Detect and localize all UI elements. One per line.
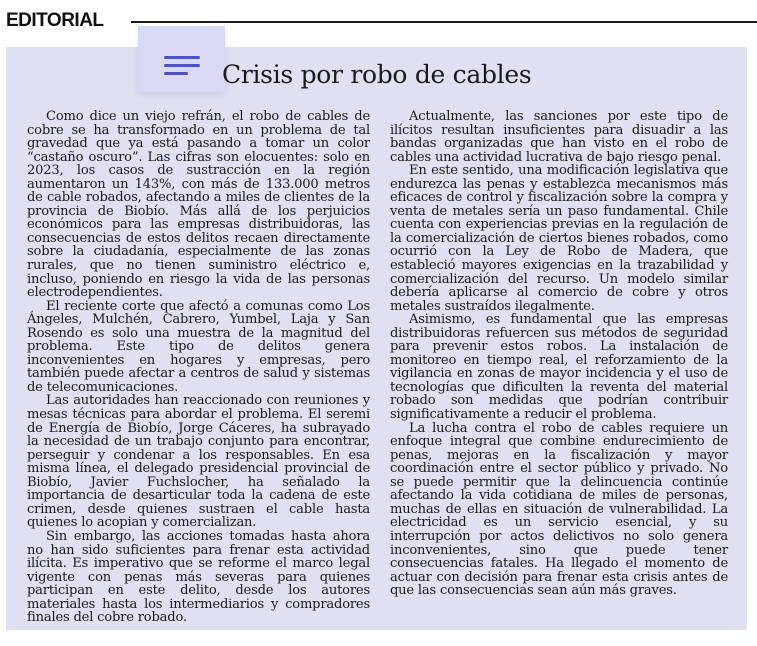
article-paragraph: Actualmente, las sanciones por este tipo de ilícitos resultan insuficientes para disuadir a las bandas organizadas que han visto en el robo de cables una actividad lucrativa de bajo riesgo penal. (390, 109, 728, 165)
article-paragraph: Asimismo, es fundamental que las empresas distribuidoras refuercen sus métodos de seguridad para prevenir estos robos. La instalación de monitoreo en tiempo real, el reforzamiento de la vigilancia en zonas de mayor incidencia y el uso de tecnologías que dificulten la reventa del material robado son medidas que podrían contribuir significativamente a reducir el problema. (390, 312, 728, 423)
menu-icon[interactable] (164, 56, 200, 84)
article-paragraph: Como dice un viejo refrán, el robo de cables de cobre se ha transformado en un problema de tal gravedad que ya está pasando a tomar un color “castaño oscuro”. Las cifras son elocuentes: solo en 2023, los casos de sustracción en la región aumentaron un 143%, con más de 133.000 metros de cable robados, afectando a miles de clientes de la provincia de Biobío. Más allá de los perjuicios económicos para las empresas distribuidoras, las consecuencias de estos delitos recaen directamente sobre la ciudadanía, especialmente de las zonas rurales, que no tienen suministro eléctrico e, incluso, poniendo en riesgo la vida de las personas electrodependientes. (27, 109, 370, 301)
article-paragraph: En este sentido, una modificación legislativa que endurezca las penas y establezca mecanismos más eficaces de control y fiscalización sobre la compra y venta de metales sería un paso fundamental. Chile cuenta con experiencias previas en la regulación de la comercialización de ciertos bienes robados, como ocurrió con la Ley de Robo de Madera, que estableció mayores exigencias en la trazabilidad y comercialización del recurso. Un modelo similar debería aplicarse al comercio de cobre y otros metales sustraídos ilegalmente. (390, 163, 728, 314)
page-bottom-margin (0, 630, 757, 646)
article-paragraph: La lucha contra el robo de cables requiere un enfoque integral que combine endurecimiento de penas, mejoras en la fiscalización y mayor coordinación entre el sector público y privado. No se puede permitir que la delincuencia continúe afectando la vida cotidiana de miles de personas, muchas de ellas en situación de vulnerabilidad. La electricidad es un servicio esencial, y su interrupción por actos delictivos no solo genera inconvenientes, sino que puede tener consecuencias fatales. Ha llegado el momento de actuar con decisión para frenar esta crisis antes de que las consecuencias sean aún más graves. (390, 420, 728, 599)
section-label: EDITORIAL (6, 10, 104, 31)
article-column-right (390, 110, 728, 598)
article-paragraph: El reciente corte que afectó a comunas como Los Ángeles, Mulchén, Cabrero, Yumbel, Laja y San Rosendo es solo una muestra de la magnitud del problema. Este tipo de delitos genera inconvenientes en hogares y empresas, pero también puede afectar a centros de salud y sistemas de telecomunicaciones. (27, 298, 370, 395)
article-paragraph: Sin embargo, las acciones tomadas hasta ahora no han sido suficientes para frenar esta actividad ilícita. Es imperativo que se reforme el marco legal vigente con penas más severas para quienes participan en este delito, desde los autores materiales hasta los intermediarios y compradores finales del cobre robado. (27, 528, 370, 626)
section-header (0, 0, 757, 40)
article-column-left (27, 110, 370, 625)
article-title: Crisis por robo de cables (222, 60, 532, 89)
article-paragraph: Las autoridades han reaccionado con reuniones y mesas técnicas para abordar el problema. El seremi de Energía de Biobío, Jorge Cáceres, ha subrayado la necesidad de un trabajo conjunto para encontrar, perseguir y condenar a los responsables. En esa misma línea, el delegado presidencial provincial de Biobío, Javier Fuchslocher, ha señalado la importancia de desarticular toda la cadena de este crimen, desde quienes sustraen el cable hasta quienes lo acopian y comercializan. (27, 393, 370, 531)
section-divider (131, 21, 757, 23)
